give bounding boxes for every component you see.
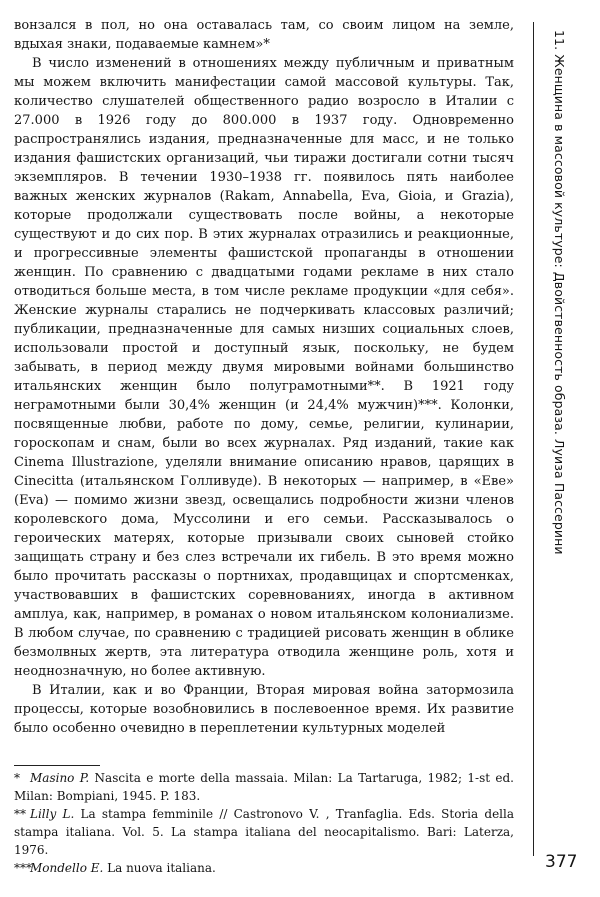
footnote [14, 805, 514, 859]
footnote-mark: * [14, 771, 20, 785]
running-header: 11. Женщина в массовой культуре: Двойственность образа. Луиза Пассерини [552, 30, 567, 555]
footnote-divider [14, 765, 100, 766]
footnote-text: La stampa femminile // Castronovo V. , Tranfaglia. Eds. Storia della stampa italiana. Vol. 5. La stampa italiana del neocapitalismo. Bari: Laterza, 1976. [14, 807, 514, 857]
paragraph-mass-culture: В число изменений в отношениях между публичным и приватным мы можем включить манифестации самой массовой культуры. Так, количество слушателей общественного радио возросло в Италии с 27.000 в 1926 году до 800.000 в 1937 году. Одновременно распространялись издания, предназначенные для масс, и не только издания фашистских организаций, чьи тиражи достигали сотни тысяч экземпляров. В течении 1930–1938 гг. появилось пять наиболее важных женских журналов (Rakam, Annabella, Eva, Gioia, и Grazia), которые продолжали существовать после войны, а некоторые существуют и до сих пор. В этих журналах отразились и реакционные, и прогрессивные элементы фашистской пропаганды в отношении женщин. По сравнению с двадцатыми годами рекламе в них стало отводиться больше места, в том числе рекламе продукции «для себя». Женские журналы старались не подчеркивать классовых различий; публикации, предназначенные для самых низших социальных слоев, использовали простой и доступный язык, поскольку, не будем забывать, в период между двумя мировыми войнами большинство итальянских женщин было полуграмотными**. В 1921 году неграмотными были 30,4% женщин (и 24,4% мужчин)***. Колонки, посвященные любви, работе по дому, семье, религии, кулинарии, гороскопам и снам, были во всех журналах. Ряд изданий, такие как Cinema Illustrazione, уделяли внимание описанию нравов, царящих в Cinecitta (итальянском Голливуде). В некоторых — например, в «Еве» (Eva) — помимо жизни звезд, освещались подробности жизни членов королевского дома, Муссолини и его семьи. Рассказывалось о героических матерях, которые призывали своих сыновей стойко защищать страну и без слез встречали их гибель. В это время можно было прочитать рассказы о портнихах, продавщицах и спортсменках, участвовавших в фашистских соревнованиях, иногда в активном амплуа, как, например, в романах о новом итальянском колониализме. В любом случае, по сравнению с традицией рисовать женщин в облике безмолвных жертв, эта литература отводила женщине роль, хотя и неоднозначную, но более активную. [14, 56, 514, 679]
paragraph-postwar: В Италии, как и во Франции, Вторая мировая война затормозила процессы, которые возобновились в послевоенное время. Их развитие было особенно очевидно в переплетении культурных моделей [14, 683, 514, 736]
footnote-author: Mondello E. [30, 861, 104, 875]
margin-rule [533, 22, 534, 856]
footnote-author: Masino P. [30, 771, 90, 785]
footnote-text: La nuova italiana. [103, 861, 216, 875]
paragraph-continuation: вонзался в пол, но она оставалась там, со своим лицом на земле, вдыхая знаки, подаваемые камнем»* [14, 18, 514, 52]
footnote-text: Nascita e morte della massaia. Milan: La Tartaruga, 1982; 1-st ed. Milan: Bompiani, 1945. P. 183. [14, 771, 515, 803]
footnote-mark: *** [14, 861, 32, 875]
footnote-author: Lilly L. [30, 807, 75, 821]
footnote-mark: ** [14, 807, 26, 821]
page-number: 377 [545, 852, 578, 872]
footnote [14, 769, 514, 805]
footnote [14, 859, 514, 877]
main-text [14, 16, 514, 738]
footnotes [14, 769, 514, 877]
